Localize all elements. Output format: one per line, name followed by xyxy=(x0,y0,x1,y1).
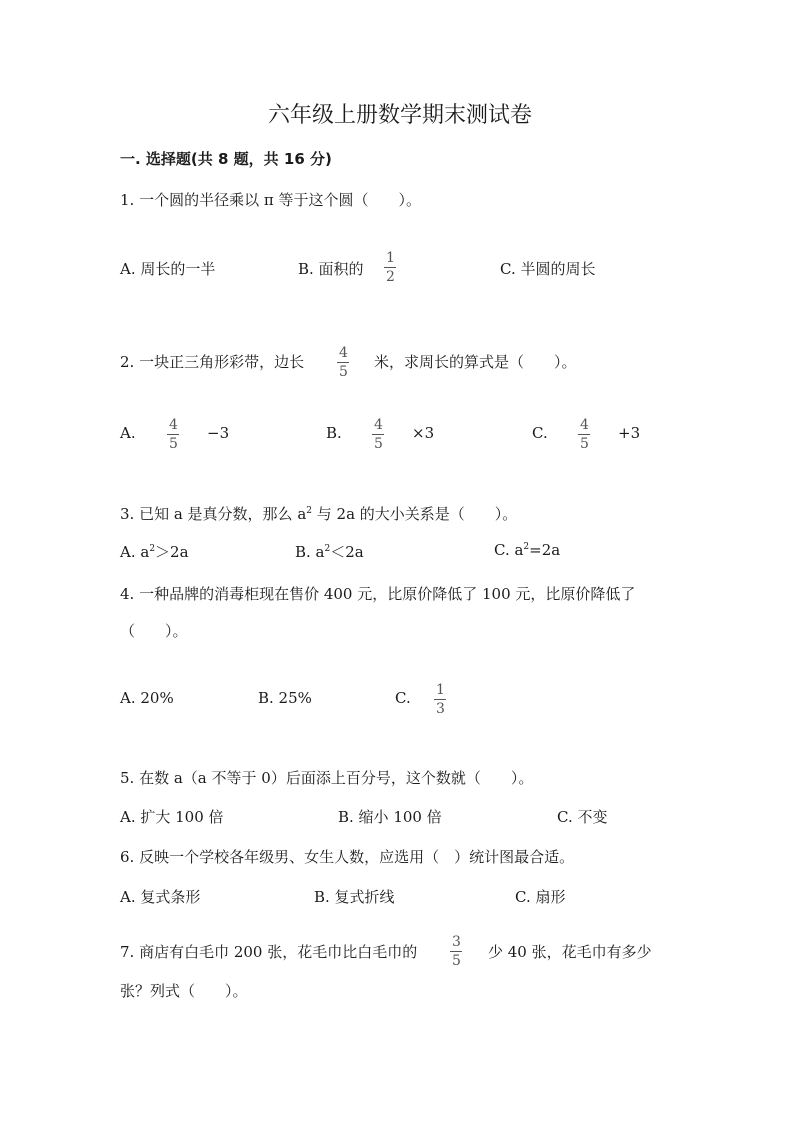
question-7-part-1: 7. 商店有白毛巾 200 张，花毛巾比白毛巾的 xyxy=(120,943,418,961)
q3-option-c xyxy=(494,541,560,559)
q3-option-c-base: C. a xyxy=(494,541,524,559)
q4-option-c-fraction xyxy=(434,683,447,716)
q7-fraction xyxy=(450,935,463,968)
page-title: 六年级上册数学期末测试卷 xyxy=(267,103,532,128)
question-7-part-2: 少 40 张，花毛巾有多少 xyxy=(488,943,652,961)
fraction-denominator: 5 xyxy=(452,953,461,969)
q3-option-c-tail: =2a xyxy=(529,541,561,559)
q3-option-b-tail: ＜2a xyxy=(330,543,364,561)
q4-option-b: B. 25% xyxy=(258,689,312,707)
question-4-line-1: 4. 一种品牌的消毒柜现在售价 400 元，比原价降低了 100 元，比原价降低了 xyxy=(120,585,636,603)
question-2-part-2: 米，求周长的算式是（ ）。 xyxy=(374,353,577,371)
q2-option-b: B. xyxy=(326,424,342,442)
q3-option-b-base: B. a xyxy=(295,543,325,561)
q3-option-a xyxy=(120,541,189,562)
q3-text-part-1: 3. 已知 a 是真分数，那么 a xyxy=(120,505,307,523)
q3-option-b-exponent: 2 xyxy=(324,544,331,554)
fraction-denominator: 5 xyxy=(374,436,383,452)
q5-option-c: C. 不变 xyxy=(557,808,608,826)
q3-text-part-2: 与 2a 的大小关系是（ ）。 xyxy=(312,505,518,523)
q3-option-a-tail: ＞2a xyxy=(155,543,189,561)
q2-option-b-operator: ×3 xyxy=(412,424,435,442)
q2-option-a-operator: −3 xyxy=(207,424,230,442)
q6-option-b: B. 复式折线 xyxy=(314,888,395,906)
fraction-numerator: 1 xyxy=(436,682,445,698)
question-4-line-2: （ ）。 xyxy=(120,622,188,640)
q3-exponent: 2 xyxy=(306,506,313,516)
q3-option-a-base: A. a xyxy=(120,543,150,561)
q1-option-b: B. 面积的 xyxy=(298,260,364,278)
q6-option-a: A. 复式条形 xyxy=(120,888,201,906)
fraction-numerator: 1 xyxy=(386,250,395,266)
q2-fraction xyxy=(337,346,350,379)
fraction-denominator: 5 xyxy=(169,436,178,452)
question-6: 6. 反映一个学校各年级男、女生人数，应选用（ ）统计图最合适。 xyxy=(120,848,575,866)
q2-option-c: C. xyxy=(532,424,548,442)
question-1: 1. 一个圆的半径乘以 π 等于这个圆（ ）。 xyxy=(120,191,421,209)
q1-option-b-fraction xyxy=(384,251,397,284)
q2-option-c-operator: +3 xyxy=(618,424,641,442)
fraction-denominator: 5 xyxy=(580,436,589,452)
q4-option-c: C. xyxy=(395,689,411,707)
question-7-line-2: 张？列式（ ）。 xyxy=(120,982,248,1000)
q3-option-a-exponent: 2 xyxy=(149,544,156,554)
q2-option-a: A. xyxy=(120,424,136,442)
q1-option-c: C. 半圆的周长 xyxy=(500,260,596,278)
q6-option-c: C. 扇形 xyxy=(515,888,566,906)
fraction-denominator: 3 xyxy=(436,701,445,717)
q3-option-b xyxy=(295,541,364,562)
q3-option-c-exponent: 2 xyxy=(523,542,530,552)
fraction-denominator: 5 xyxy=(339,364,348,380)
q5-option-b: B. 缩小 100 倍 xyxy=(338,808,442,826)
q2-option-c-fraction xyxy=(578,418,591,451)
fraction-numerator: 4 xyxy=(339,345,348,361)
question-3 xyxy=(120,503,517,524)
q1-option-a: A. 周长的一半 xyxy=(120,260,216,278)
fraction-denominator: 2 xyxy=(386,269,395,285)
fraction-numerator: 4 xyxy=(374,417,383,433)
q2-option-a-fraction xyxy=(167,418,180,451)
section-heading: 一. 选择题(共 8 题，共 16 分) xyxy=(120,150,332,168)
q2-option-b-fraction xyxy=(372,418,385,451)
fraction-numerator: 3 xyxy=(452,934,461,950)
question-5: 5. 在数 a（a 不等于 0）后面添上百分号，这个数就（ ）。 xyxy=(120,769,534,787)
q4-option-a: A. 20% xyxy=(120,689,174,707)
fraction-numerator: 4 xyxy=(169,417,178,433)
q5-option-a: A. 扩大 100 倍 xyxy=(120,808,224,826)
fraction-numerator: 4 xyxy=(580,417,589,433)
question-2-part-1: 2. 一块正三角形彩带，边长 xyxy=(120,353,305,371)
